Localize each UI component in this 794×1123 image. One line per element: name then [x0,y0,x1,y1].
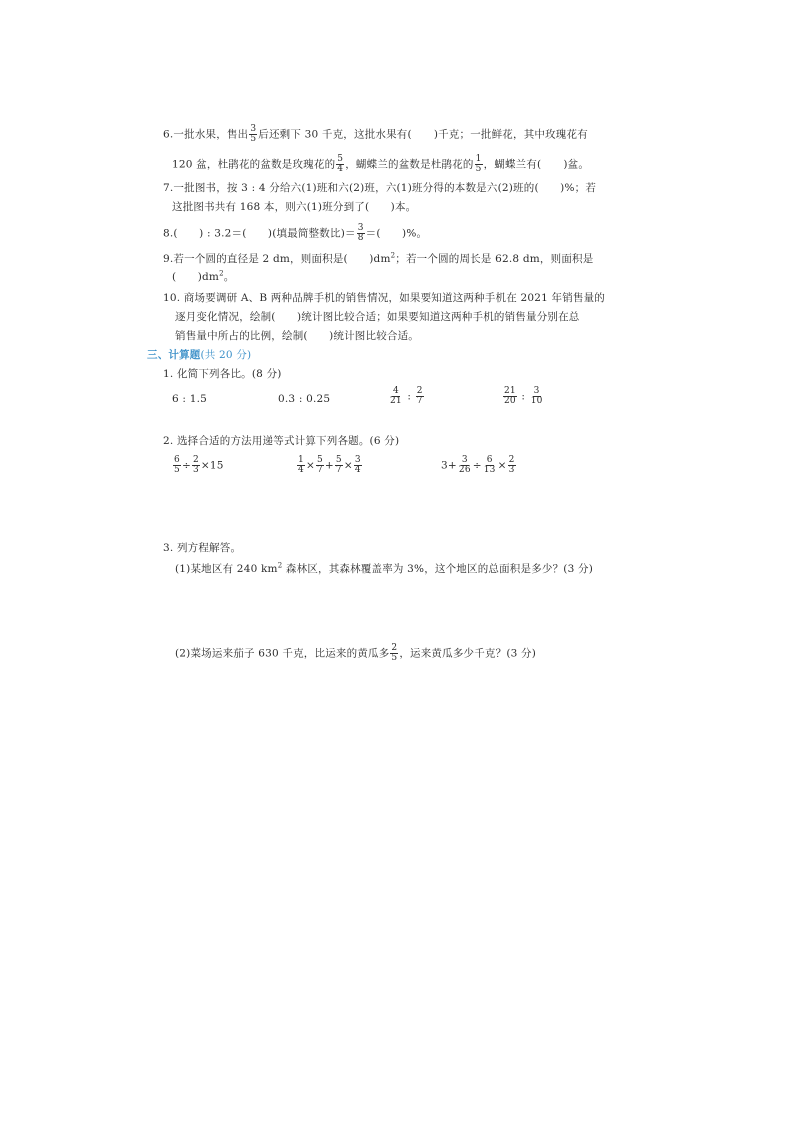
calc-2-expression-2 [296,456,363,475]
q9-text-d: 。 [223,271,235,283]
calc-1-item-3 [388,387,425,406]
operator: ÷ [181,459,191,472]
fraction [173,456,181,475]
fraction-denominator: 4 [354,465,361,475]
calc-3-problem-2 [175,644,536,663]
fraction-denominator: 7 [335,465,342,475]
fraction-numerator: 2 [508,455,515,465]
fraction-numerator: 2 [391,643,398,653]
q6-text-d: 120 盆，杜鹃花的盆数是玫瑰花的 [172,158,336,171]
fraction-numerator: 4 [392,386,399,396]
fraction-denominator: 7 [416,396,423,406]
ratio-sign: : [521,390,526,403]
fraction-numerator: 1 [298,455,304,465]
question-9-line-2 [172,270,234,284]
question-9-line-1 [163,252,593,266]
problem-2-text-b: ，运来黄瓜多少千克？(3 分) [399,647,537,660]
fraction-numerator: 3 [250,124,257,134]
problem-1-text-b: 森林区，其森林覆盖率为 3%，这个地区的总面积是多少？(3 分) [282,563,594,575]
fraction [316,456,324,475]
problem-2-text-a: (2)菜场运来茄子 630 千克，比运来的黄瓜多 [175,647,390,660]
q6-fraction-2 [336,155,344,174]
fraction [390,644,398,663]
question-7-line-2: 这批图书共有 168 本，则六(1)班分到了( )本。 [172,201,417,213]
fraction [335,456,343,475]
operator-tail: ×15 [200,459,224,472]
calc-3-title: 3. 列方程解答。 [163,542,242,554]
q9-text-a: 9.若一个圆的直径是 2 dm，则面积是( )dm [163,253,391,265]
q9-superscript: 2 [390,251,396,260]
operator: + [324,459,334,472]
ratio-sign: : [407,390,412,403]
fraction-numerator: 2 [416,386,423,396]
problem-1-superscript: 2 [277,561,283,570]
calc-2-title: 2. 选择合适的方法用递等式计算下列各题。(6 分) [163,435,400,447]
section-3-title: 三、计算题 [147,349,201,361]
question-10-line-2: 逐月变化情况，绘制( )统计图比较合适；如果要知道这两种手机的销售量分别在总 [175,311,580,323]
operator: × [497,459,507,472]
fraction-denominator: 5 [250,134,257,144]
question-8 [163,224,427,243]
q9-text-c: ( )dm [172,271,220,283]
q9-text-b: ；若一个圆的周长是 62.8 dm，则面积是 [395,253,594,265]
fraction-denominator: 3 [508,465,515,475]
fraction-numerator: 6 [174,455,180,465]
fraction-numerator: 5 [316,455,323,465]
q8-fraction [357,224,365,243]
section-3-score: (共 20 分) [200,349,252,361]
fraction-denominator: 7 [316,465,323,475]
fraction-numerator: 1 [475,154,482,164]
question-10-line-3: 销售量中所占的比例，绘制( )统计图比较合适。 [175,330,419,342]
fraction-numerator: 3 [354,455,361,465]
q6-text-a: 6.一批水果，售出 [163,128,249,141]
q8-text-b: ＝( )%。 [365,227,428,240]
calc-2-expression-3 [441,456,517,475]
question-6-line-2 [172,155,589,174]
fraction-numerator: 21 [504,386,516,396]
calc-1-title: 1. 化简下列各比。(8 分) [163,368,282,380]
fraction-denominator: 4 [337,164,344,174]
fraction-numerator: 2 [192,455,199,465]
q8-text-a: 8.( ) : 3.2＝( )(填最简整数比)＝ [163,227,356,240]
question-6-line-1 [163,125,588,144]
calc-1-item-4 [502,387,545,406]
fraction [530,387,544,406]
calc-1-item-2: 0.3 : 0.25 [278,393,331,405]
fraction-denominator: 5 [391,653,398,663]
calc-2-expression-1 [172,456,224,475]
calc-1-item-1: 6 : 1.5 [172,393,207,405]
section-3-heading [147,348,251,362]
q6-fraction-1 [249,125,257,144]
fraction-denominator: 21 [390,396,402,406]
fraction-denominator: 5 [174,465,180,475]
fraction-numerator: 5 [337,154,344,164]
operator: × [305,459,315,472]
q6-text-f: ，蝴蝶兰有( [483,158,542,171]
question-7-line-1: 7.一批图书，按 3 : 4 分给六(1)班和六(2)班，六(1)班分得的本数是六(2)班的( )%；若 [163,182,597,194]
fraction [503,387,517,406]
fraction-denominator: 20 [504,396,516,406]
fraction-denominator: 3 [192,465,199,475]
q6-text-e: ，蝴蝶兰的盆数是杜鹃花的 [345,158,474,171]
question-10-line-1: 10. 商场要调研 A、B 两种品牌手机的销售情况，如果要知道这两种手机在 2021 年销售量的 [163,292,606,304]
fraction-denominator: 10 [530,396,543,406]
fraction-denominator: 5 [475,164,482,174]
fraction [458,456,472,475]
fraction [508,456,516,475]
fraction-denominator: 4 [298,465,304,475]
fraction [192,456,200,475]
problem-1-text-a: (1)某地区有 240 km [175,563,278,575]
q9-superscript-2: 2 [219,269,224,278]
fraction [483,456,497,475]
fraction [297,456,305,475]
fraction-numerator: 5 [335,455,342,465]
fraction-numerator: 3 [357,223,364,233]
fraction-denominator: 13 [483,465,496,475]
fraction-numerator: 3 [533,386,540,396]
q6-text-b: 后还剩下 30 千克，这批水果有( [258,128,412,141]
fraction-denominator: 26 [458,465,471,475]
fraction-denominator: 8 [357,233,364,243]
operator: ÷ [472,459,482,472]
q6-text-c: )千克；一批鲜花，其中玫瑰花有 [433,128,588,141]
calc-3-problem-1 [175,562,593,576]
q6-fraction-3 [475,155,483,174]
operator: × [343,459,353,472]
fraction [416,387,424,406]
operator-lead: 3+ [441,459,457,472]
fraction [354,456,362,475]
fraction [389,387,403,406]
q6-text-g: )盆。 [563,158,590,171]
fraction-numerator: 6 [486,455,493,465]
fraction-numerator: 3 [461,455,468,465]
